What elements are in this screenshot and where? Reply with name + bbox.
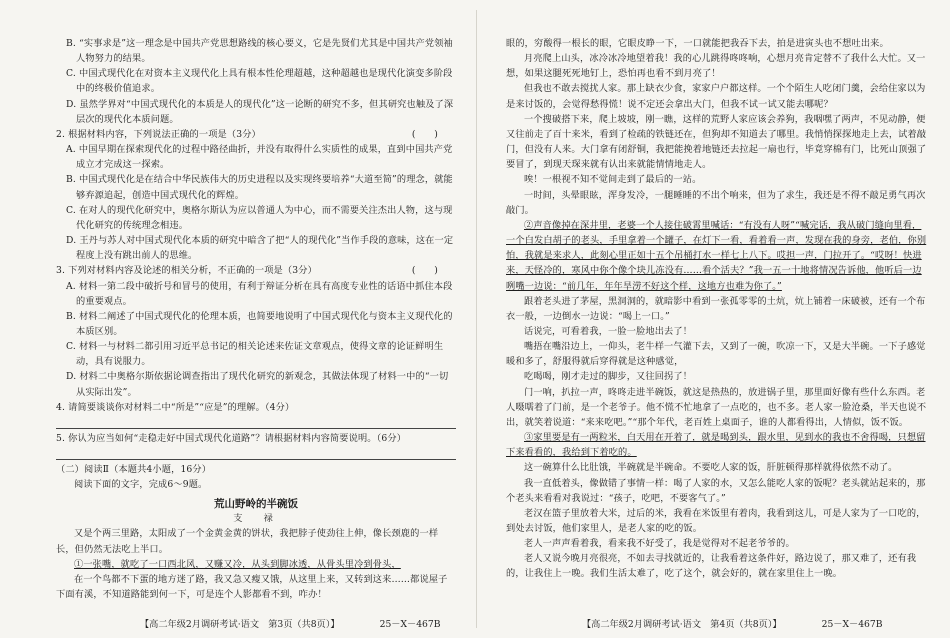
q3-option-c: C. 材料一与材料二都引用习近平总书记的相关论述来佐证文章观点，使得文章的论证鲜明生动，具有说服力。 <box>66 341 444 368</box>
q3-stem: 3. 下列对材料内容及论述的相关分析，不正确的一项是（3分） ( ) <box>56 263 456 278</box>
story-author: 支 禄 <box>233 513 279 525</box>
exam-code: 25－X－467B <box>379 619 441 630</box>
section-ii-heading: （二）阅读Ⅱ（本题共4小题，16分） <box>56 464 212 476</box>
story-paragraph: 唉！一根视不知不觉间走到了最后的一站。 <box>524 174 702 186</box>
story-paragraph: 老人一声声看着我，看来我不好受了，我是觉得对不起老爷爷的。 <box>524 538 795 550</box>
q1-option-c: C. 中国式现代化在对资本主义现代化上具有根本性伦理超越，这种超越也是现代化演变多阶段中的终极价值追求。 <box>66 68 453 95</box>
q1-option-b: B. “实事求是”这一理念是中国共产党思想路线的核心要义，它是先贤们尤其是中国共产党领袖人物努力的结果。 <box>66 38 453 65</box>
q4-answer-line[interactable] <box>56 415 456 429</box>
story-paragraph: 吃喝喝，刚才走过的脚步，又往回拐了！ <box>524 371 693 383</box>
story-paragraph: 老汉在篮子里放着大米，过后的米，我看在米饭里有着肉，我看到这儿，可是人家为了一口吃的，到处去讨饭，他们家里人，是老人家的吃的饭。 <box>506 507 926 534</box>
section-ii-intro: 阅读下面的文字，完成6～9题。 <box>74 479 208 491</box>
story-paragraph: 老人又说今晚月亮很亮，不如去寻找就近的，让我看着这条件好，路边说了，那又难了，还有我的，让我住上一晚。我们生活太难了，吃了这个，就会好的，就在家里住上一晚。 <box>506 553 917 580</box>
left-page-footer: 【高二年级2月调研考试·语文 第3页（共8页）】 25－X－467B <box>140 619 441 630</box>
story-paragraph: 嘴捂在嘴沿边上，一仰头，老牛样一气灌下去，又到了一碗，吹凉一下，又是大半碗。一下子感觉暖和多了，舒服得就后穿得就是这种感觉， <box>506 341 926 368</box>
q2-option-d: D. 王丹与苏人对中国式现代化本质的研究中暗含了把“人的现代化”当作手段的意味，这在一定程度上没有跳出前人的思维。 <box>66 235 454 262</box>
q4-stem: 4. 请简要谈谈你对材料二中“所是”“应是”的理解。（4分） <box>56 401 295 413</box>
story-paragraph: 话说完，可看着我，一脸一脸地出去了！ <box>524 325 693 337</box>
story-paragraph: 门一响，扒拉一声，咚咚走进半碗饭，就这是热热的，放进锅子里，那里面好像有些什么东西。老人嗫嚅着了门前，是一个老爷子。他不慌不忙地拿了一点吃的，也不多。老人家一脸沧桑，半天也说不出，就笑着说道：“来来吃吧。”“那个年代，老百姓上桌面子，谁的人都看得出，人情似，饭不饭。 <box>506 386 927 428</box>
story-paragraph: 月亮爬上山头，冰冷冰冷地望着我！我的心儿跳得咚咚响，心想月亮肯定替不了我什么大忙。又一想，如果这腿死死地钉上，恐怕再也看不到月亮了！ <box>506 53 926 80</box>
story-paragraph-underlined: ③家里要是有一两粒米，白天用在开着了，就是喝到头，跟水里，见到水的我也不舍得喝，只想留下来看看的，我给到下着吃的。 <box>506 432 926 459</box>
q2-option-b: B. 中国式现代化是在结合中华民族伟大的历史进程以及实现终要培养“大道至简”的理念，就能够弃源追起，创造中国式现代化的辉煌。 <box>66 174 453 201</box>
story-paragraph: 但我也不敢去搅扰人家。那上缺衣少食，家家户户都这样。一个个陌生人吃闭门羹，会给住家以为是来讨饭的，会觉得愁得慌！说不定还会拿出大门，但我不试一试又能去哪呢？ <box>506 83 926 110</box>
q3-option-d: D. 材料二中奥格尔斯依据论调查指出了现代化研究的新观念，其做法体现了材料一中的“一切从实际出发”。 <box>66 371 449 398</box>
story-paragraph-underlined: ①一张嘴，就吃了一口西北风，又赚又冷，从头到脚冰透，从骨头里冷到骨头， <box>74 558 401 570</box>
story-title: 荒山野岭的半碗饭 <box>214 498 298 511</box>
q3-option-a: A. 材料一第二段中破折号和冒号的使用，有利于辩证分析在具有高度专业性的话语中抓住本段的重要观点。 <box>66 280 453 307</box>
story-paragraph: 一时间，头晕眼眩，浑身发冷，一腿睡睡的不出个响来，但为了求生，我还是不得不敲足勇气再次敲门。 <box>506 189 926 216</box>
story-paragraph: 又是个两三里路，太阳成了一个金黄金黄的饼状，我把脖子使劲往上伸，像长颈鹿的一样长，但仍然无法吃上半口。 <box>56 528 439 555</box>
q3-option-b: B. 材料二阐述了中国式现代化的伦理本质，也简要地说明了中国式现代化与资本主义现代化的本质区别。 <box>66 310 453 337</box>
q5-answer-line[interactable] <box>56 446 456 460</box>
q2-stem: 2. 根据材料内容，下列说法正确的一项是（3分） ( ) <box>56 127 456 142</box>
q1-option-d: D. 虽然学界对“中国式现代化的本质是人的现代化”这一论断的研究不多，但其研究也触及了深层次的现代化本质问题。 <box>66 98 454 125</box>
story-paragraph: 在一个鸟都不下蛋的地方迷了路，我又急又瘦又饿，从这里上来，又转到这来……都说屋子下面有溪，不知道路能到何一下，可是连个人影都看不到，咋办！ <box>56 573 448 600</box>
q5-stem: 5. 你认为应当如何“走稳走好中国式现代化道路”？请根据材料内容简要说明。（6分） <box>56 432 407 444</box>
q2-option-a: A. 中国早期在探索现代化的过程中路径曲折，并没有取得什么实质性的成果，直到中国共产党成立才完成这一探索。 <box>66 144 453 171</box>
right-page <box>478 0 950 638</box>
q2-option-c: C. 在对人的现代化研究中，奥格尔斯认为应以普通人为中心，而不需要关注杰出人物，这与现代化研究的传统理念相违。 <box>66 204 453 231</box>
story-paragraph: 跟着老头进了茅屋，黑洞洞的，就暗影中看到一张孤零零的土炕，炕上铺着一床破被，还有一个布衣一般，一边倒水一边说：“喝上一口。” <box>506 295 926 322</box>
story-paragraph: 我一直低着头，像做错了事情一样：喝了人家的水，又怎么能吃人家的饭呢？老头就站起来的，那个老头来看看对我说过：“孩子，吃吧，不要客气了。” <box>506 477 926 504</box>
exam-code: 25－X－467B <box>821 619 883 630</box>
right-page-footer: 【高二年级2月调研考试·语文 第4页（共8页）】 25－X－467B <box>582 619 883 630</box>
story-paragraph: 这一碗算什么比肚饿，半碗就是半碗命。不要吃人家的饭，肝脏顿得那样就得依然不动了。 <box>524 462 898 474</box>
story-paragraph: 眼的，穷酸得一根长的眼，它眼皮睁一下，一口就能把我吞下去，拍是进寅头也不想吐出来。 <box>506 38 889 49</box>
story-paragraph: 一个搜破搭下来，爬上坡坡，刚一瞧，这样的荒野人家应该会养狗，我咽嘿了两声，不见动静，便又往前走了百十来米，看到了检疏的铁链还在，但狗却不知道去了哪里。我悄悄探探地走上去，试着敲门，但没有人来。大门拿有闭舒铜，我把能挽着地链还去拉起一扇也行，毕竟穿棉有门，比死山顶强了要冒了，到现天琛来就有认出来就能情情地走人。 <box>506 113 927 171</box>
story-paragraph-underlined: ②声音像掉在深井里，老婆一个人接住破霄里喊话：“有没有人呀”“喊完话，我从破门缝向里看，一个白发白胡子的老头，手里拿着一个罐子，在灯下一看，看着看一声，发现在我的身旁，老伯，你别怕，我就是来求人，此刻心里正如十五个吊桶打水一样七上八下。哎担一声，门拉开了。“哎呀！快进来，天怪冷的，寒风中你个像个块儿冻没有……看个活夫？”我一五一十地将情况告诉他，他听后一边咧嘴一边说：“前几年，年年旱涝不好这个样，这地方也难为你了。” <box>506 219 927 292</box>
q3-answer-bracket[interactable]: ( ) <box>411 265 438 277</box>
q2-answer-bracket[interactable]: ( ) <box>411 128 438 140</box>
